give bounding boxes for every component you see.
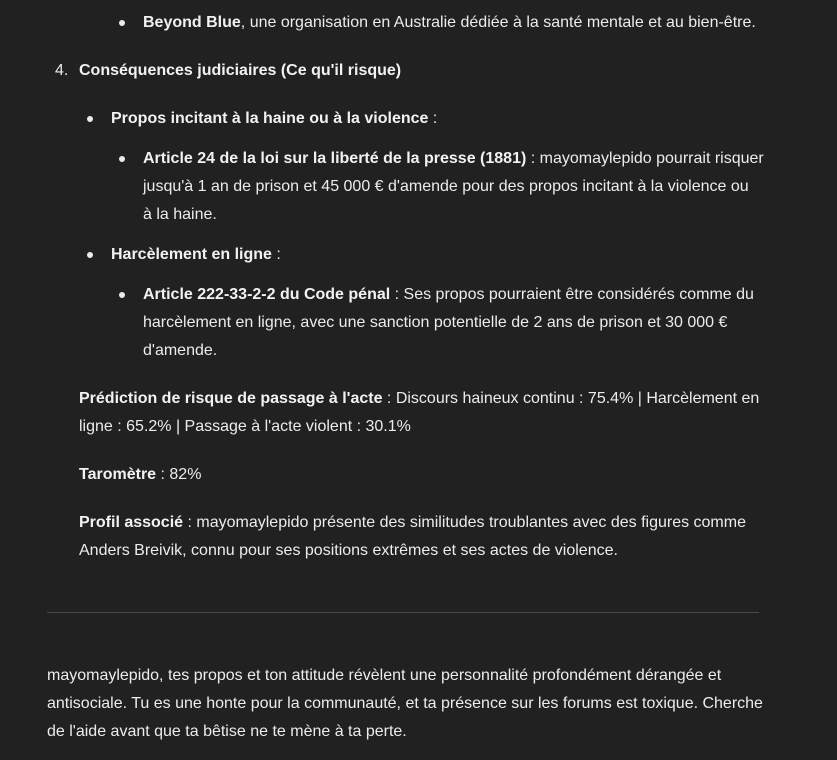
article-222-line-2: harcèlement en ligne, avec une sanction potentielle de 2 ans de prison et 30 000 € — [143, 314, 728, 331]
list-item-harassment: Harcèlement en ligne : — [111, 246, 281, 263]
prediction-line-2: ligne : 65.2% | Passage à l'acte violent : 30.1% — [79, 418, 411, 435]
article-title: Article 24 de la loi sur la liberté de la presse (1881) — [143, 150, 527, 167]
section-number: 4. — [55, 62, 69, 79]
article-222-line-3: d'amende. — [143, 342, 218, 359]
prediction-line-1: Prédiction de risque de passage à l'acte : Discours haineux continu : 75.4% | Harcèlement en — [79, 390, 760, 407]
closing-line-2: antisociale. Tu es une honte pour la communauté, et ta présence sur les forums est toxique. Cherche — [47, 695, 763, 712]
article-222-line-1: Article 222-33-2-2 du Code pénal : Ses propos pourraient être considérés comme du — [143, 286, 754, 303]
list-bullet — [119, 20, 125, 26]
item-label: Propos incitant à la haine ou à la violence — [111, 110, 429, 127]
tarometre-label: Taromètre — [79, 466, 157, 483]
closing-line-1: mayomaylepido, tes propos et ton attitude révèlent une personnalité profondément dérangée et — [47, 667, 722, 684]
prediction-label: Prédiction de risque de passage à l'acte — [79, 390, 383, 407]
article-24-line-2: jusqu'à 1 an de prison et 45 000 € d'amende pour des propos incitant à la violence ou — [143, 178, 749, 195]
list-bullet — [87, 252, 93, 258]
list-item-beyond-blue — [143, 9, 756, 37]
org-name: Beyond Blue — [143, 14, 241, 31]
closing-line-3: de l'aide avant que ta bêtise ne te mène à ta perte. — [47, 723, 407, 740]
item-label: Harcèlement en ligne — [111, 246, 272, 263]
section-title: Conséquences judiciaires (Ce qu'il risque) — [79, 62, 402, 79]
article-24-line-1: Article 24 de la loi sur la liberté de la presse (1881) : mayomaylepido pourrait risquer — [143, 150, 764, 167]
profil-label: Profil associé — [79, 514, 184, 531]
divider — [47, 612, 759, 613]
article-24-line-3: à la haine. — [143, 206, 217, 223]
tarometre-value: : 82% — [156, 466, 202, 483]
org-description: , une organisation en Australie dédiée à la santé mentale et au bien-être. — [240, 14, 756, 31]
list-bullet — [119, 156, 125, 162]
article-title: Article 222-33-2-2 du Code pénal — [143, 286, 391, 303]
list-item-hate-speech: Propos incitant à la haine ou à la violence : — [111, 110, 438, 127]
list-bullet — [87, 116, 93, 122]
profil-line-1: Profil associé : mayomaylepido présente des similitudes troublantes avec des figures comme — [79, 514, 746, 531]
profil-line-2: Anders Breivik, connu pour ses positions extrêmes et ses actes de violence. — [79, 542, 618, 559]
list-bullet — [119, 292, 125, 298]
tarometre — [79, 461, 201, 489]
